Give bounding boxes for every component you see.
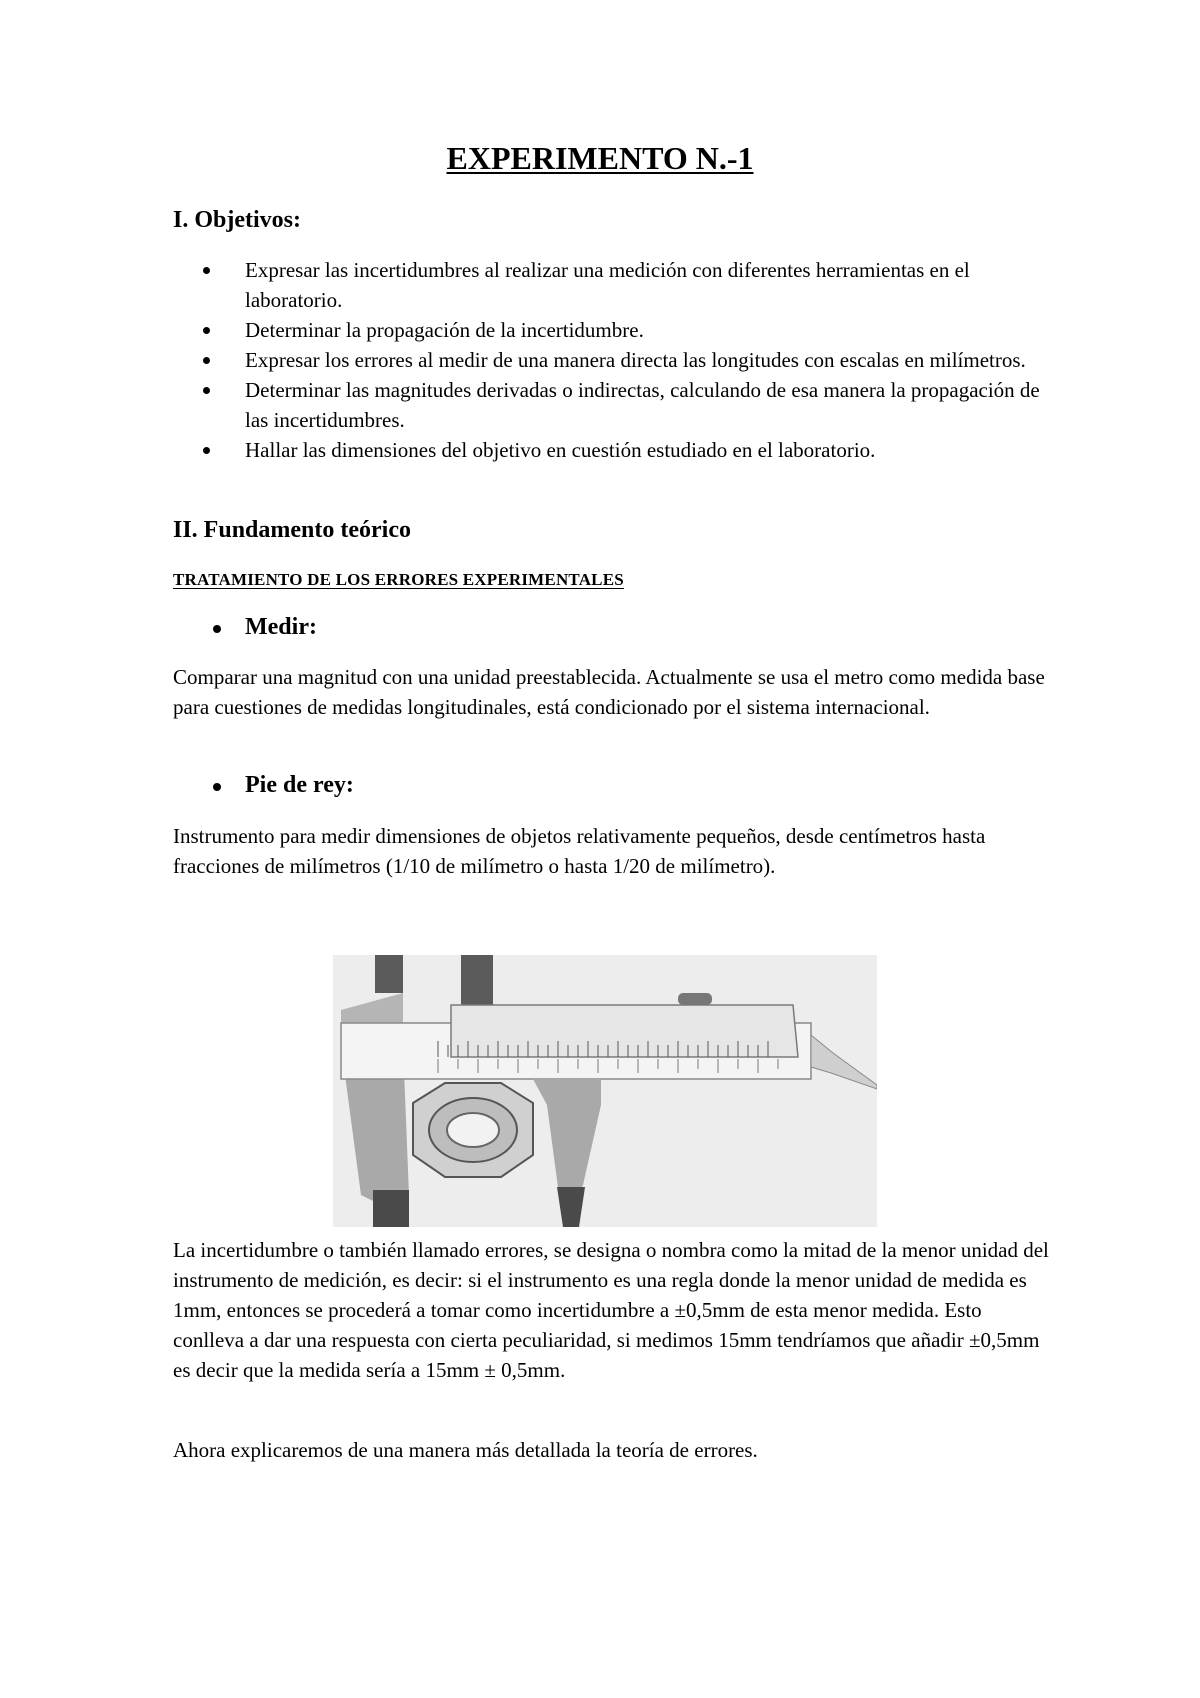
subsection-heading-errores: TRATAMIENTO DE LOS ERRORES EXPERIMENTALES (173, 570, 624, 589)
bullet-icon (213, 625, 221, 633)
caliper-icon (333, 955, 877, 1227)
list-item: Expresar las incertidumbres al realizar una medición con diferentes herramientas en el laboratorio. (173, 255, 1053, 315)
list-item: Expresar los errores al medir de una manera directa las longitudes con escalas en milímetros. (173, 345, 1053, 375)
section-heading-fundamento: II. Fundamento teórico (173, 517, 411, 543)
list-item: Hallar las dimensiones del objetivo en cuestión estudiado en el laboratorio. (173, 435, 1053, 465)
subsection-medir: Medir: (173, 614, 317, 641)
paragraph-pie-de-rey: Instrumento para medir dimensiones de objetos relativamente pequeños, desde centímetros hasta fracciones de milímetros (1/10 de milímetro o hasta 1/20 de milímetro). (173, 824, 986, 878)
bullet-icon (203, 357, 210, 364)
document-title: EXPERIMENTO N.-1 (446, 140, 754, 176)
list-item: Determinar la propagación de la incertidumbre. (173, 315, 1053, 345)
bullet-icon (213, 783, 221, 791)
paragraph-closing: Ahora explicaremos de una manera más detallada la teoría de errores. (173, 1438, 758, 1462)
bullet-icon (203, 327, 210, 334)
list-item: Determinar las magnitudes derivadas o indirectas, calculando de esa manera la propagación de las incertidumbres. (173, 375, 1053, 435)
subsection-pie-de-rey: Pie de rey: (173, 772, 354, 799)
bullet-icon (203, 447, 210, 454)
vernier-caliper-illustration (333, 955, 877, 1227)
bullet-icon (203, 387, 210, 394)
objetivos-list (173, 255, 1053, 465)
paragraph-incertidumbre: La incertidumbre o también llamado errores, se designa o nombra como la mitad de la menor unidad del instrumento de medición, es decir: si el instrumento es una regla donde la menor unidad de medida es 1mm, entonces se procederá a tomar como incertidumbre a ±0,5mm de esta menor medida. Esto conlleva a dar una respuesta con cierta peculiaridad, si medimos 15mm tendríamos que añadir ±0,5mm es decir que la medida sería a 15mm ± 0,5mm. (173, 1238, 1049, 1382)
paragraph-medir: Comparar una magnitud con una unidad preestablecida. Actualmente se usa el metro como medida base para cuestiones de medidas longitudinales, está condicionado por el sistema internacional. (173, 665, 1045, 719)
section-heading-objetivos: I. Objetivos: (173, 207, 301, 233)
bullet-icon (203, 267, 210, 274)
